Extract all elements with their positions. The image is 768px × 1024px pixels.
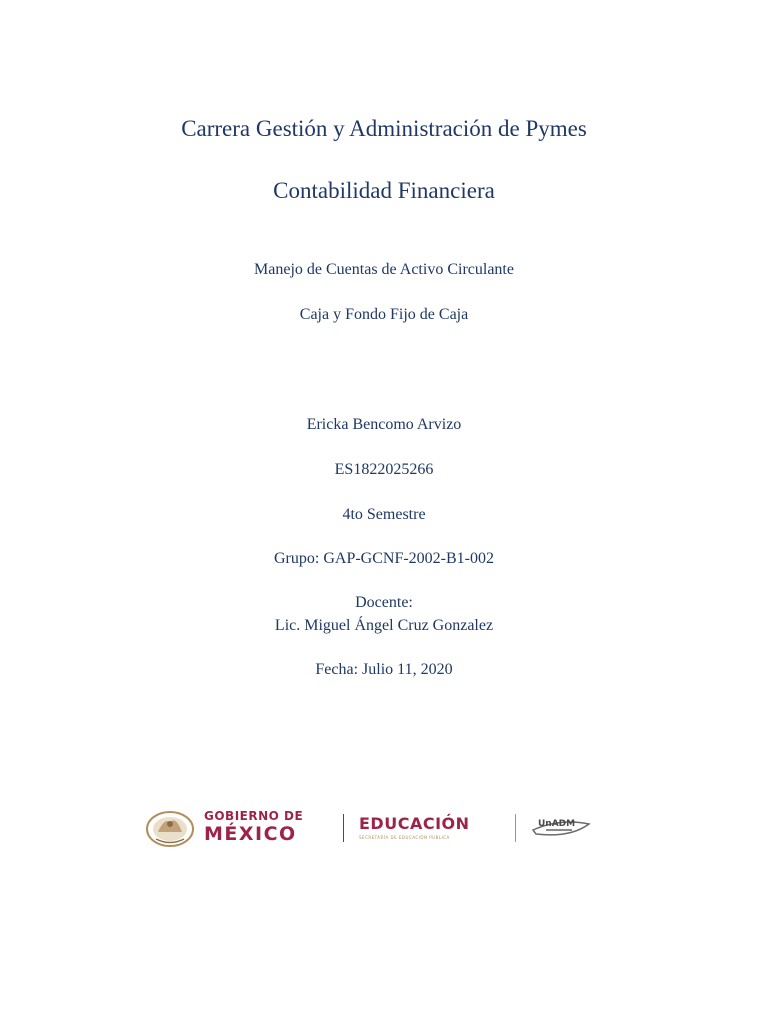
semester: 4to Semestre xyxy=(342,506,426,523)
date: Fecha: Julio 11, 2020 xyxy=(315,661,453,678)
teacher-name: Lic. Miguel Ángel Cruz Gonzalez xyxy=(274,617,494,634)
career-title: Carrera Gestión y Administración de Pymes xyxy=(181,116,587,141)
institution-logos xyxy=(140,804,600,852)
gob-line-2: MÉXICO xyxy=(204,823,297,845)
edu-main: EDUCACIÓN xyxy=(359,814,470,833)
gobierno-mexico-logo xyxy=(204,810,303,844)
logo-divider xyxy=(343,814,344,842)
student-name: Ericka Bencomo Arvizo xyxy=(306,416,462,433)
unadm-logo xyxy=(530,814,592,840)
mexico-seal-icon xyxy=(144,808,196,848)
logo-divider xyxy=(515,814,516,842)
unadm-label: UnADM xyxy=(538,819,576,829)
subject-title: Contabilidad Financiera xyxy=(273,178,495,203)
teacher-label: Docente: xyxy=(355,594,413,611)
gob-line-1: GOBIERNO DE xyxy=(204,809,304,823)
edu-sub: SECRETARÍA DE EDUCACIÓN PÚBLICA xyxy=(359,835,450,840)
topic-line-1: Manejo de Cuentas de Activo Circulante xyxy=(254,261,514,278)
educacion-logo xyxy=(359,816,470,840)
group: Grupo: GAP-GCNF-2002-B1-002 xyxy=(274,550,494,567)
topic-line-2: Caja y Fondo Fijo de Caja xyxy=(299,306,469,323)
student-id: ES1822025266 xyxy=(334,461,434,478)
